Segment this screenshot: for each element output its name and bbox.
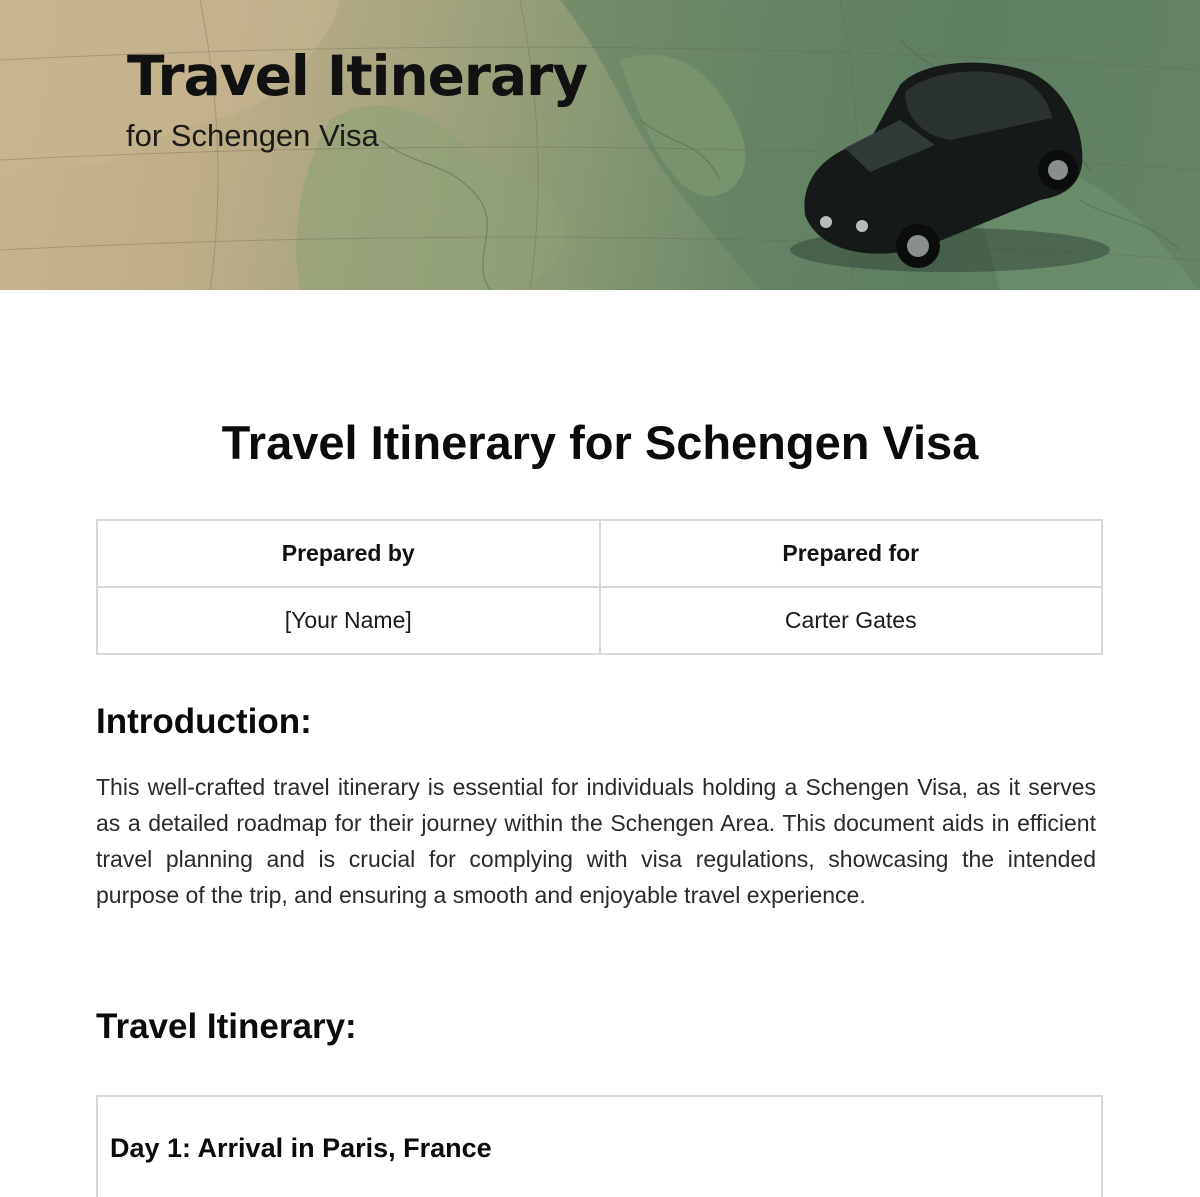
prepared-for-value: Carter Gates — [600, 587, 1103, 654]
table-row — [97, 587, 1102, 654]
introduction-body: This well-crafted travel itinerary is essential for individuals holding a Schengen Visa, as it serves as a detailed roadmap for their journey within the Schengen Area. This document aids in efficient travel planning and is crucial for complying with visa regulations, showcasing the intended purpose of the trip, and ensuring a smooth and enjoyable travel experience. — [96, 774, 1096, 908]
day-title: Day 1: Arrival in Paris, France — [110, 1133, 492, 1163]
banner-subtitle: for Schengen Visa — [126, 118, 379, 153]
prepared-table — [96, 519, 1103, 655]
prepared-by-value: [Your Name] — [97, 587, 600, 654]
day-card — [96, 1095, 1103, 1197]
itinerary-heading: Travel Itinerary: — [96, 1007, 357, 1046]
prepared-for-header: Prepared for — [600, 520, 1103, 587]
introduction-heading: Introduction: — [96, 702, 312, 741]
header-banner — [0, 0, 1200, 290]
document-title: Travel Itinerary for Schengen Visa — [221, 416, 979, 469]
banner-title: Travel Itinerary — [127, 44, 588, 108]
prepared-by-header: Prepared by — [97, 520, 600, 587]
table-row — [97, 520, 1102, 587]
